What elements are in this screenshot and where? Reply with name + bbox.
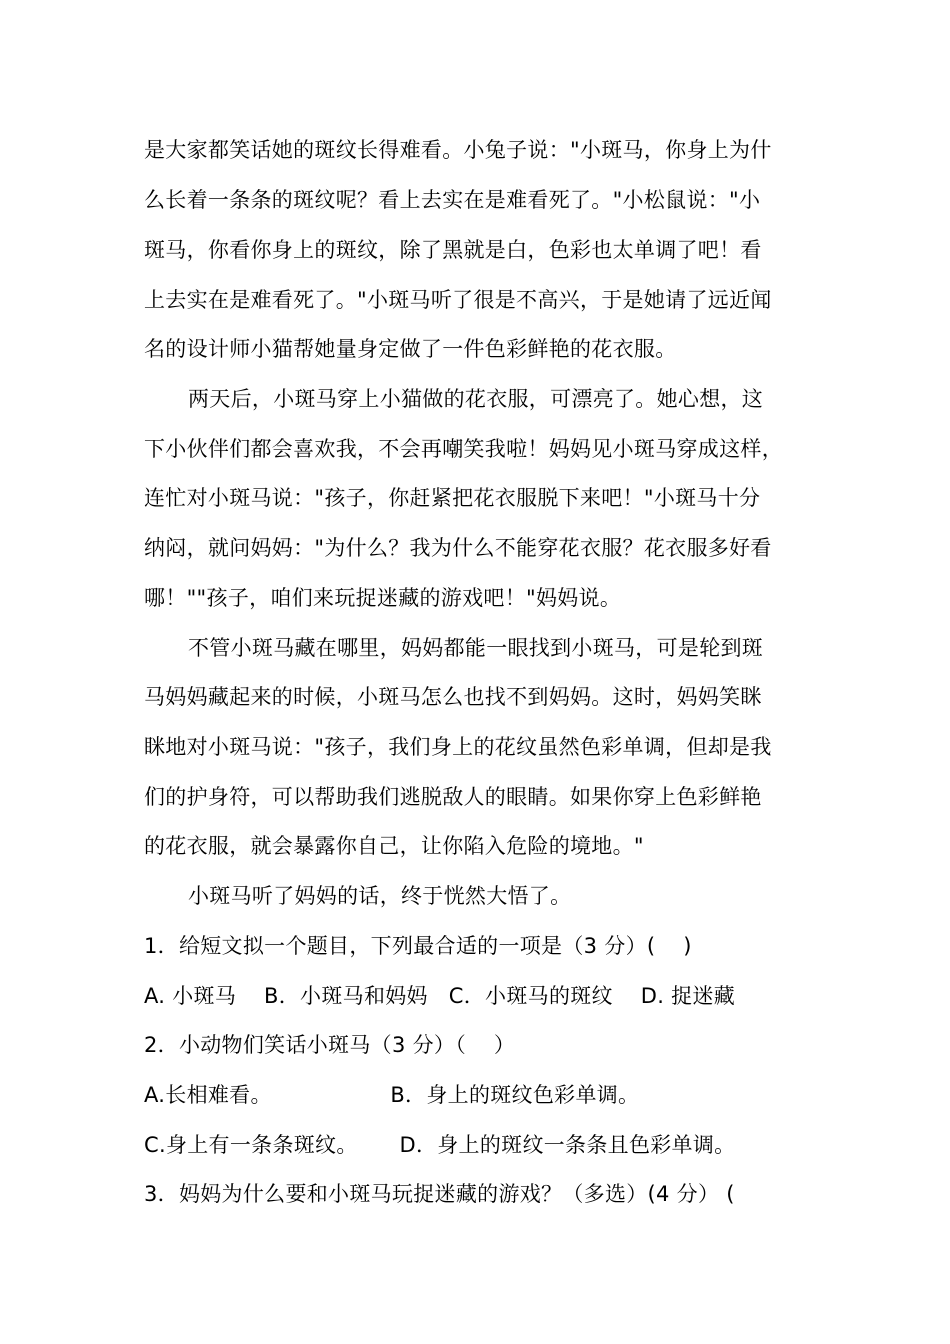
question-1: 1．给短文拟一个题目，下列最合适的一项是（3 分）( ) xyxy=(144,934,692,958)
paragraph-line: 么长着一条条的斑纹呢？看上去实在是难看死了。"小松鼠说："小 xyxy=(144,188,761,212)
paragraph-line: 马妈妈藏起来的时候，小斑马怎么也找不到妈妈。这时，妈妈笑眯 xyxy=(144,685,762,709)
paragraph-line: 上去实在是难看死了。"小斑马听了很是不高兴，于是她请了远近闻 xyxy=(144,288,772,312)
question-2: 2．小动物们笑话小斑马（3 分）（ ） xyxy=(144,1033,516,1057)
paragraph-line: 两天后，小斑马穿上小猫做的花衣服，可漂亮了。她心想，这 xyxy=(188,387,764,411)
paragraph-line: 小斑马听了妈妈的话，终于恍然大悟了。 xyxy=(188,884,572,908)
paragraph-line: 斑马，你看你身上的斑纹，除了黑就是白，色彩也太单调了吧！看 xyxy=(144,238,762,262)
question-3: 3．妈妈为什么要和小斑马玩捉迷藏的游戏？（多选）(4 分） ( xyxy=(144,1182,735,1206)
question-2-options: C.身上有一条条斑纹。 D．身上的斑纹一条条且色彩单调。 xyxy=(144,1133,736,1157)
paragraph-line: 纳闷，就问妈妈："为什么？我为什么不能穿花衣服？花衣服多好看 xyxy=(144,536,772,560)
paragraph-line: 是大家都笑话她的斑纹长得难看。小兔子说："小斑马，你身上为什 xyxy=(144,138,772,162)
question-2-options: A.长相难看。 B．身上的斑纹色彩单调。 xyxy=(144,1083,640,1107)
paragraph-line: 哪！""孩子，咱们来玩捉迷藏的游戏吧！"妈妈说。 xyxy=(144,586,622,610)
paragraph-line: 眯地对小斑马说："孩子，我们身上的花纹虽然色彩单调，但却是我 xyxy=(144,735,772,759)
paragraph-line: 下小伙伴们都会喜欢我，不会再嘲笑我啦！妈妈见小斑马穿成这样， xyxy=(144,437,783,461)
question-1-options: A. 小斑马 B．小斑马和妈妈 C．小斑马的斑纹 D. 捉迷藏 xyxy=(144,984,736,1008)
paragraph-line: 的花衣服，就会暴露你自己，让你陷入危险的境地。" xyxy=(144,834,644,858)
paragraph-line: 们的护身符，可以帮助我们逃脱敌人的眼睛。如果你穿上色彩鲜艳 xyxy=(144,785,762,809)
paragraph-line: 不管小斑马藏在哪里，妈妈都能一眼找到小斑马，可是轮到斑 xyxy=(188,636,764,660)
paragraph-line: 名的设计师小猫帮她量身定做了一件色彩鲜艳的花衣服。 xyxy=(144,337,677,361)
paragraph-line: 连忙对小斑马说："孩子，你赶紧把花衣服脱下来吧！"小斑马十分 xyxy=(144,486,761,510)
